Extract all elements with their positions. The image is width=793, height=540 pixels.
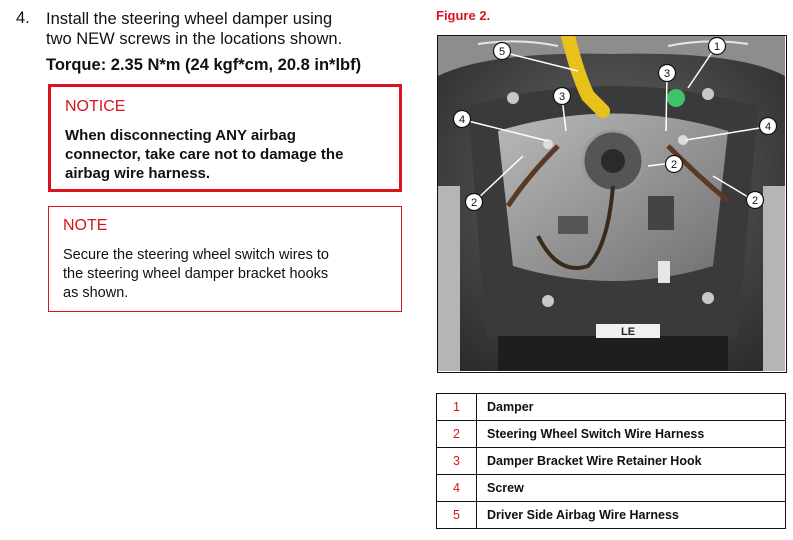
- note-title: NOTE: [63, 217, 108, 234]
- connector-left: [558, 216, 588, 234]
- step-number: 4.: [16, 9, 30, 27]
- callout-3-left: [554, 88, 571, 105]
- callout-2-left: [466, 194, 483, 211]
- legend-row: [437, 475, 786, 502]
- figure-photo: [437, 35, 787, 373]
- callout-number: 5: [498, 46, 506, 58]
- callout-number: 3: [558, 91, 566, 103]
- notice-line: connector, take care not to damage the: [65, 146, 344, 163]
- legend-number: 2: [437, 421, 477, 448]
- steering-shaft: [601, 149, 625, 173]
- legend-description: Damper Bracket Wire Retainer Hook: [477, 448, 786, 475]
- legend-description: Screw: [477, 475, 786, 502]
- white-clip: [658, 261, 670, 283]
- legend-description: Steering Wheel Switch Wire Harness: [477, 421, 786, 448]
- legend-row: [437, 394, 786, 421]
- callout-4-left: [454, 111, 471, 128]
- callout-number: 2: [470, 197, 478, 209]
- lower-column: [498, 336, 728, 371]
- legend-table: [436, 393, 786, 529]
- callout-number: 2: [670, 159, 678, 171]
- leader-line: [666, 74, 667, 131]
- label-sticker-text: LE: [620, 326, 636, 338]
- notice-box: [48, 84, 402, 192]
- legend-row: [437, 502, 786, 529]
- screw-bottom-left: [542, 295, 554, 307]
- callout-number: 4: [458, 114, 466, 126]
- note-line: the steering wheel damper bracket hooks: [63, 266, 329, 282]
- callout-number: 4: [764, 121, 772, 133]
- notice-title: NOTICE: [65, 98, 126, 115]
- right-trim: [763, 186, 785, 371]
- connector-right: [648, 196, 674, 230]
- step-line: two NEW screws in the locations shown.: [46, 30, 343, 48]
- damper-marker: [667, 89, 685, 107]
- notice-line: When disconnecting ANY airbag: [65, 127, 296, 144]
- left-trim: [438, 186, 460, 371]
- figure-title: Figure 2.: [436, 8, 491, 23]
- note-body: [63, 246, 388, 303]
- notice-body: [65, 126, 390, 183]
- callout-number: 2: [751, 195, 759, 207]
- callout-number: 1: [713, 41, 721, 53]
- step-text: [46, 9, 396, 49]
- screw-bottom-right: [702, 292, 714, 304]
- screw-top-right: [702, 88, 714, 100]
- legend-row: [437, 421, 786, 448]
- note-line: as shown.: [63, 285, 129, 301]
- legend-number: 4: [437, 475, 477, 502]
- callout-3-right: [659, 65, 676, 82]
- note-line: Secure the steering wheel switch wires to: [63, 247, 329, 263]
- callout-2-right: [747, 192, 764, 209]
- step-line: Install the steering wheel damper using: [46, 10, 333, 28]
- screw-top-left: [507, 92, 519, 104]
- legend-number: 1: [437, 394, 477, 421]
- callout-1: [709, 38, 726, 55]
- legend-description: Damper: [477, 394, 786, 421]
- steering-column-photo: [438, 36, 785, 371]
- legend-row: [437, 448, 786, 475]
- callout-number: 3: [663, 68, 671, 80]
- torque-spec: Torque: 2.35 N*m (24 kgf*cm, 20.8 in*lbf): [46, 56, 362, 74]
- callout-5: [494, 43, 511, 60]
- notice-line: airbag wire harness.: [65, 165, 211, 182]
- legend-description: Driver Side Airbag Wire Harness: [477, 502, 786, 529]
- callout-4-right: [760, 118, 777, 135]
- legend-number: 5: [437, 502, 477, 529]
- callout-2-center: [666, 156, 683, 173]
- note-box: [48, 206, 402, 312]
- legend-number: 3: [437, 448, 477, 475]
